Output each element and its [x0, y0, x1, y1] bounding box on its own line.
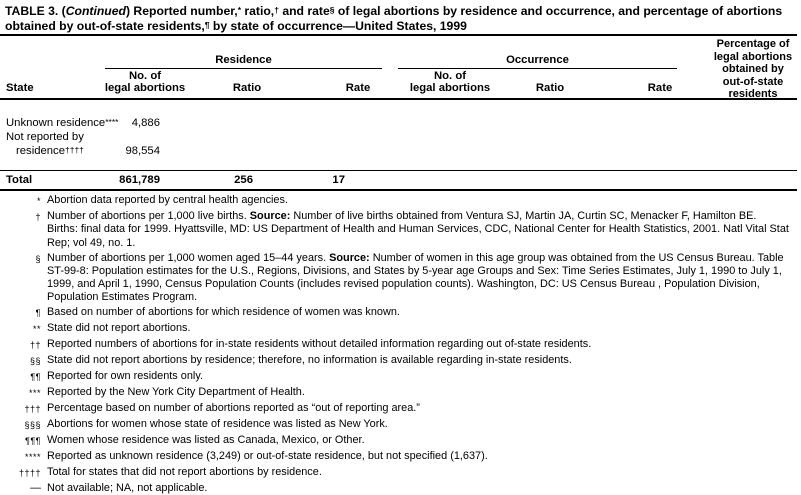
- footnote-marker: ¶¶: [30, 372, 41, 383]
- col-header-occurrence-rate: Rate: [647, 82, 673, 95]
- col-header-line: out-of-state: [722, 75, 784, 88]
- title-part: TABLE 3. (: [5, 4, 66, 18]
- col-header-line: No. of: [129, 69, 161, 82]
- footnote: [0, 434, 795, 448]
- footnote-marker: §: [35, 253, 41, 264]
- title-continued: Continued: [65, 4, 126, 18]
- footnote-text-segment: Number of women in this age group was obtained from the US Census Bureau. Table ST-99-8: Population estimates for the U.S., Regions, Divisions, and States by 5-year age Groups and Sex: Time Series Estimates, July 1, 1990 to July 1, 1999, and April 1, 1990, Census Population Counts (includes revised population counts). Washington, DC: US Census Bureau , Population Division, Population Estimates Program.: [47, 251, 784, 304]
- footnote-marker-dash: —: [30, 482, 41, 495]
- footnote-marker: §§§: [24, 420, 41, 431]
- col-header-occurrence-ratio: Ratio: [535, 82, 565, 95]
- footnote-marker-asterisk: *: [237, 5, 242, 15]
- footnote-text: Reported numbers of abortions for in-state residents without detailed information regarding out of-state residents.: [47, 338, 592, 351]
- footnote-text: Not available; NA, not applicable.: [47, 482, 208, 495]
- footnote-text: Abortion data reported by central health agencies.: [47, 194, 288, 206]
- total-residence-ratio: 256: [234, 174, 253, 186]
- footnote-marker: ††††: [18, 468, 41, 479]
- footnote-text-segment: Number of abortions per 1,000 live births.: [47, 209, 250, 222]
- row-label-not-reported-line2: [16, 145, 84, 158]
- footnote: [0, 210, 795, 250]
- table-header: [0, 37, 797, 100]
- footnote-marker-pilcrow: ¶: [204, 20, 210, 30]
- footnote-marker: ****: [24, 452, 41, 463]
- col-header-residence-ratio: Ratio: [232, 82, 262, 95]
- footnote: [0, 354, 795, 368]
- footnote-text: Women whose residence was listed as Canada, Mexico, or Other.: [47, 434, 365, 447]
- row-label-not-reported-line1: Not reported by: [6, 131, 84, 143]
- footnote-text-segment: Number of abortions per 1,000 women aged 15–44 years.: [47, 251, 330, 264]
- footnote-marker: †: [35, 211, 41, 222]
- col-header-line: obtained by: [722, 63, 784, 76]
- total-residence-number: 861,789: [119, 174, 160, 186]
- cell-residence-number: 98,554: [125, 145, 160, 157]
- col-group-residence: Residence: [215, 54, 272, 66]
- col-header-line: legal abortions: [713, 50, 793, 63]
- total-top-rule: [0, 170, 797, 171]
- col-header-state: State: [6, 82, 34, 95]
- row-label-unknown-residence: [6, 117, 118, 130]
- footnotes-section: [0, 194, 795, 495]
- row-label-text: Unknown residence: [6, 117, 106, 129]
- total-label: Total: [6, 174, 33, 186]
- footnote-marker-4asterisk: ****: [105, 117, 119, 127]
- title-part: by state of occurrence—United States, 1999: [209, 19, 467, 33]
- footnote: [0, 482, 795, 495]
- footnote: [0, 194, 795, 208]
- col-header-line: residents: [728, 88, 778, 101]
- total-residence-rate: 17: [332, 174, 345, 186]
- footnote-text: State did not report abortions by residence; therefore, no information is available regarding in-state residents.: [47, 354, 572, 367]
- row-label-text: residence: [16, 145, 65, 157]
- col-group-occurrence: Occurrence: [506, 54, 569, 66]
- cell-residence-number: 4,886: [131, 117, 160, 129]
- footnote: [0, 370, 795, 384]
- footnote: [0, 338, 795, 352]
- footnote: [0, 306, 795, 320]
- footnote-text: Abortions for women whose state of residence was listed as New York.: [47, 418, 388, 431]
- footnote-source-label: Source:: [329, 251, 370, 264]
- footnote-text: Reported by the New York City Department of Health.: [47, 386, 305, 399]
- footnote-marker-section: §: [329, 5, 335, 15]
- col-header-line: No. of: [434, 69, 466, 82]
- footnote: [0, 252, 795, 305]
- col-header-percentage-out-of-state: [705, 38, 801, 101]
- footnote-marker: §§: [29, 356, 41, 367]
- footnote: [0, 450, 795, 464]
- footnote-marker: **: [32, 324, 41, 335]
- title-part: of legal abortions by residence and occurrence, and percentage of abortions obtained by out-of-state residents,: [5, 4, 783, 33]
- footnote-text: Percentage based on number of abortions reported as “out of reporting area.”: [47, 402, 420, 415]
- footnote-marker: *: [36, 196, 41, 206]
- title-part: ) Reported number,: [125, 4, 238, 18]
- footnote-text: [47, 210, 795, 250]
- table-bottom-rule: [0, 189, 797, 191]
- col-header-occurrence-number: [400, 70, 500, 95]
- col-header-residence-rate: Rate: [345, 82, 371, 95]
- footnote: [0, 418, 795, 432]
- footnote-text: Total for states that did not report abortions by residence.: [47, 466, 322, 479]
- footnote: [0, 402, 795, 416]
- footnote-marker: ††: [29, 340, 41, 351]
- title-part: and rate: [278, 4, 330, 18]
- footnote-text: Based on number of abortions for which residence of women was known.: [47, 306, 400, 319]
- col-header-residence-number: [95, 70, 195, 95]
- footnote-marker: ¶¶¶: [24, 436, 41, 447]
- footnote-marker: ¶: [35, 308, 41, 319]
- footnote-marker: ***: [28, 388, 41, 399]
- footnote: [0, 322, 795, 336]
- footnote-marker-dagger: †: [274, 5, 279, 15]
- footnote-text-segment: Number of live births obtained from Ventura SJ, Martin JA, Curtin SC, Menacker F, Hamilton BE. Births: final data for 1999. Hyattsville, MD: US Department of Health and Human Services, CDC, National Center for Health Statistics, 2001. Natl Vital Stat Rep; vol 49, no. 1.: [47, 209, 789, 249]
- title-part: ratio,: [241, 4, 275, 18]
- col-header-line: legal abortions: [409, 82, 491, 95]
- footnote: [0, 466, 795, 480]
- footnote: [0, 386, 795, 400]
- footnote-text: [47, 252, 795, 305]
- footnote-text: Reported as unknown residence (3,249) or out-of-state residence, but not specified (1,637).: [47, 450, 488, 463]
- footnote-text: State did not report abortions.: [47, 322, 191, 335]
- footnote-text: Reported for own residents only.: [47, 370, 203, 383]
- col-header-line: legal abortions: [104, 82, 186, 95]
- footnote-marker-4dagger: ††††: [64, 145, 84, 155]
- table-title: [5, 4, 797, 34]
- footnote-source-label: Source:: [249, 209, 291, 222]
- title-rule: [0, 34, 797, 36]
- footnote-marker: †††: [24, 404, 41, 415]
- col-header-line: Percentage of: [716, 38, 790, 50]
